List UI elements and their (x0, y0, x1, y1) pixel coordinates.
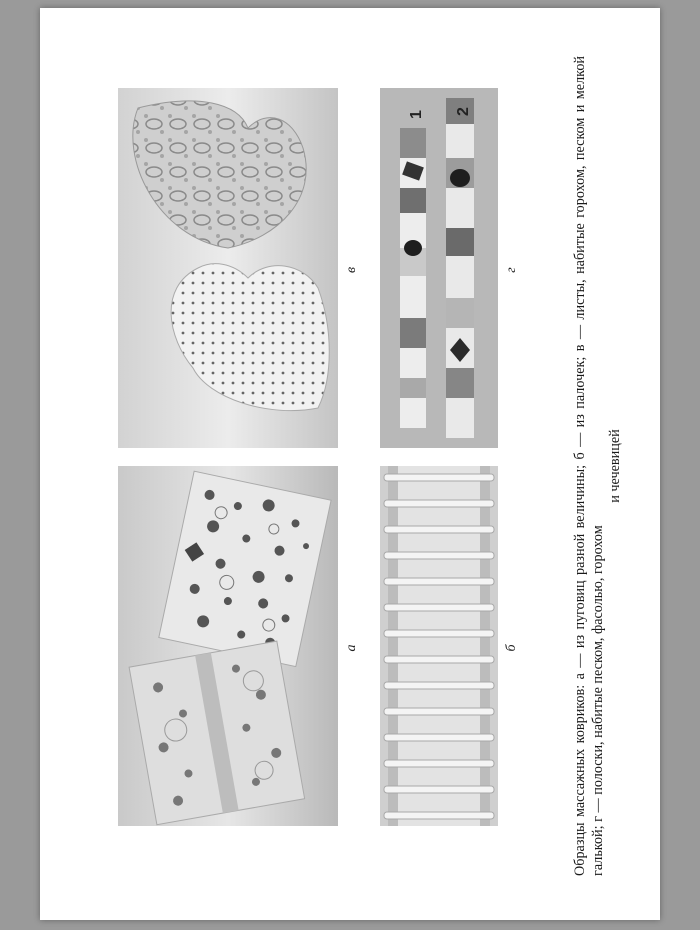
panel-label-g: г (504, 267, 519, 273)
caption-line-2: набитые горохом, песком и мелкой галькой; г — полоски, набитые песком, фасолью, горохом (572, 55, 606, 876)
photo-heart-sheets (118, 88, 338, 448)
strip-1 (400, 128, 426, 428)
figure-caption (572, 56, 625, 876)
panel-label-v: в (344, 266, 359, 274)
panel-label-a: а (344, 644, 359, 652)
caption-line-3: и чечевицей (607, 429, 623, 503)
strip-number-1: 1 (408, 110, 425, 119)
caption-line-1: Образцы массажных ковриков: а — из пуговиц разной величины; б — из палочек; в — листы, (572, 279, 588, 876)
panel-label-b: б (504, 644, 519, 652)
document-page (40, 8, 660, 920)
photo-sticks-mat (380, 466, 498, 826)
photo-strips (380, 88, 498, 448)
strip-number-2: 2 (455, 107, 472, 116)
photo-button-mats (118, 466, 338, 826)
strip-2 (446, 98, 474, 438)
